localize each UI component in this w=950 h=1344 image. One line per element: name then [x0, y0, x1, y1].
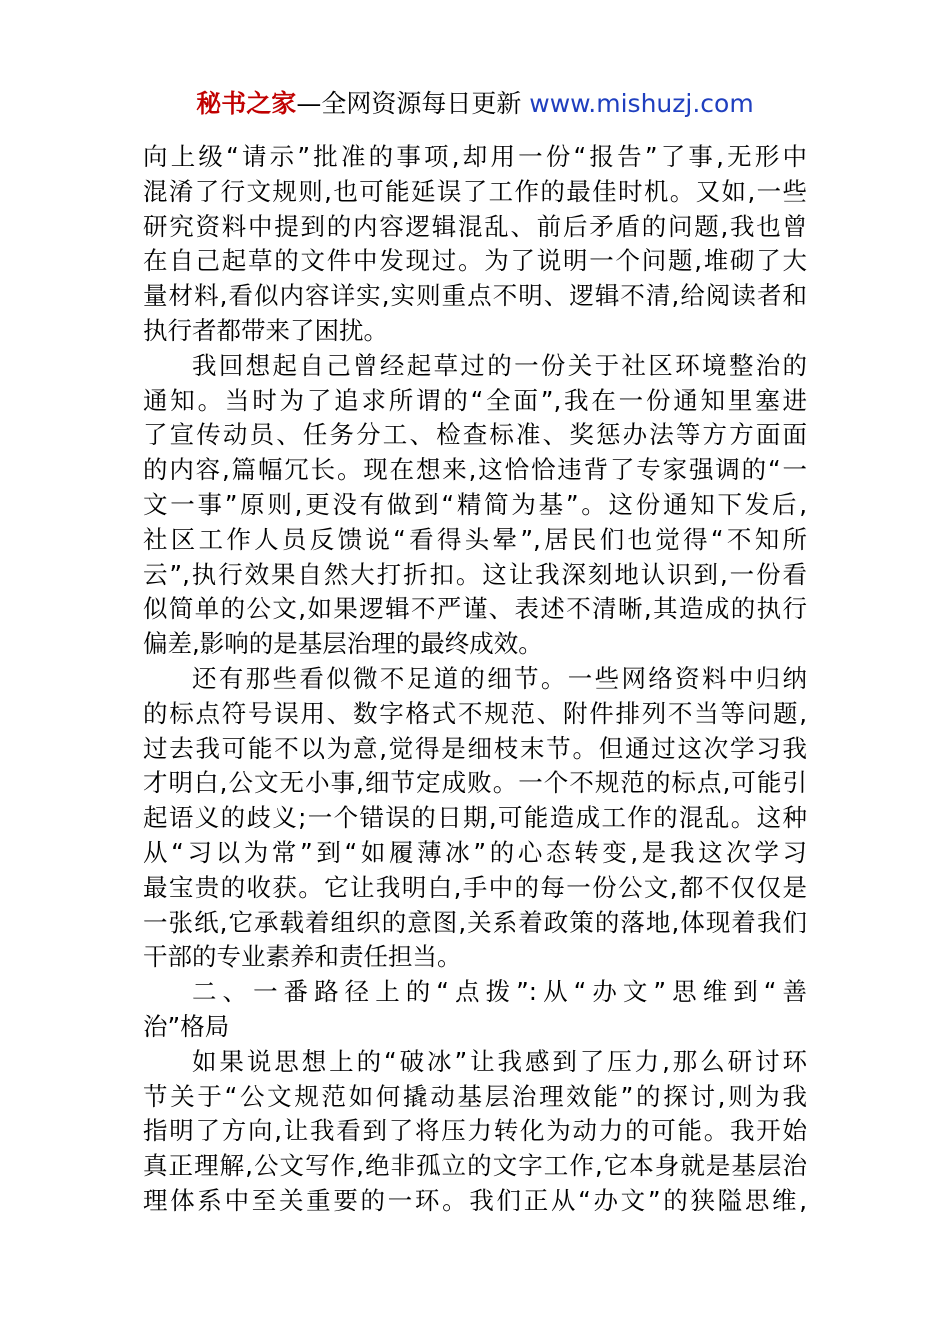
text-line: 执行者都带来了困扰。 — [143, 315, 388, 345]
text-line: 在自己起草的文件中发现过。为了说明一个问题,堆砌了大 — [143, 246, 807, 276]
text-line: 一张纸,它承载着组织的意图,关系着政策的落地,体现着我们 — [143, 907, 807, 937]
text-line: 二、一番路径上的“点拨”:从“办文”思维到“善 — [192, 977, 807, 1007]
text-line: 量材料,看似内容详实,实则重点不明、逻辑不清,给阅读者和 — [143, 281, 807, 311]
site-url-link[interactable]: www.mishuzj.com — [529, 89, 754, 118]
text-line: 偏差,影响的是基层治理的最终成效。 — [143, 629, 543, 659]
text-line: 了宣传动员、任务分工、检查标准、奖惩办法等方方面面 — [143, 420, 807, 450]
text-line: 真正理解,公文写作,绝非孤立的文字工作,它本身就是基层治 — [143, 1151, 807, 1181]
text-line: 研究资料中提到的内容逻辑混乱、前后矛盾的问题,我也曾 — [143, 211, 807, 241]
text-line: 还有那些看似微不足道的细节。一些网络资料中归纳 — [192, 663, 807, 693]
text-line: 向上级“请示”批准的事项,却用一份“报告”了事,无形中 — [143, 142, 807, 171]
text-line: 通知。当时为了追求所谓的“全面”,我在一份通知里塞进 — [143, 385, 807, 415]
text-line: 节关于“公文规范如何撬动基层治理效能”的探讨,则为我 — [143, 1081, 807, 1111]
text-line: 我回想起自己曾经起草过的一份关于社区环境整治的 — [192, 350, 807, 380]
text-line: 混淆了行文规则,也可能延误了工作的最佳时机。又如,一些 — [143, 176, 807, 206]
text-line: 从“习以为常”到“如履薄冰”的心态转变,是我这次学习 — [143, 837, 807, 867]
text-line: 的标点符号误用、数字格式不规范、附件排列不当等问题, — [143, 698, 807, 728]
text-line: 云”,执行效果自然大打折扣。这让我深刻地认识到,一份看 — [143, 559, 807, 589]
text-line: 的内容,篇幅冗长。现在想来,这恰恰违背了专家强调的“一 — [143, 455, 807, 485]
text-line: 指明了方向,让我看到了将压力转化为动力的可能。我开始 — [143, 1116, 807, 1146]
text-line: 社区工作人员反馈说“看得头晕”,居民们也觉得“不知所 — [143, 524, 807, 554]
text-line: 治”格局 — [143, 1011, 230, 1041]
text-line: 起语义的歧义;一个错误的日期,可能造成工作的混乱。这种 — [143, 803, 807, 833]
text-line: 似简单的公文,如果逻辑不严谨、表述不清晰,其造成的执行 — [143, 594, 807, 624]
site-brand: 秘书之家 — [196, 89, 297, 118]
text-line: 最宝贵的收获。它让我明白,手中的每一份公文,都不仅仅是 — [143, 872, 807, 902]
text-line: 理体系中至关重要的一环。我们正从“办文”的狭隘思维, — [143, 1185, 807, 1215]
document-body — [143, 140, 807, 1219]
text-line: 干部的专业素养和责任担当。 — [143, 942, 462, 972]
site-header — [0, 86, 950, 122]
text-line: 过去我可能不以为意,觉得是细枝末节。但通过这次学习我 — [143, 733, 807, 763]
text-line: 才明白,公文无小事,细节定成败。一个不规范的标点,可能引 — [143, 768, 807, 798]
site-tagline: —全网资源每日更新 — [296, 89, 530, 118]
text-line: 如果说思想上的“破冰”让我感到了压力,那么研讨环 — [192, 1046, 807, 1076]
text-line: 文一事”原则,更没有做到“精简为基”。这份通知下发后, — [143, 489, 807, 519]
